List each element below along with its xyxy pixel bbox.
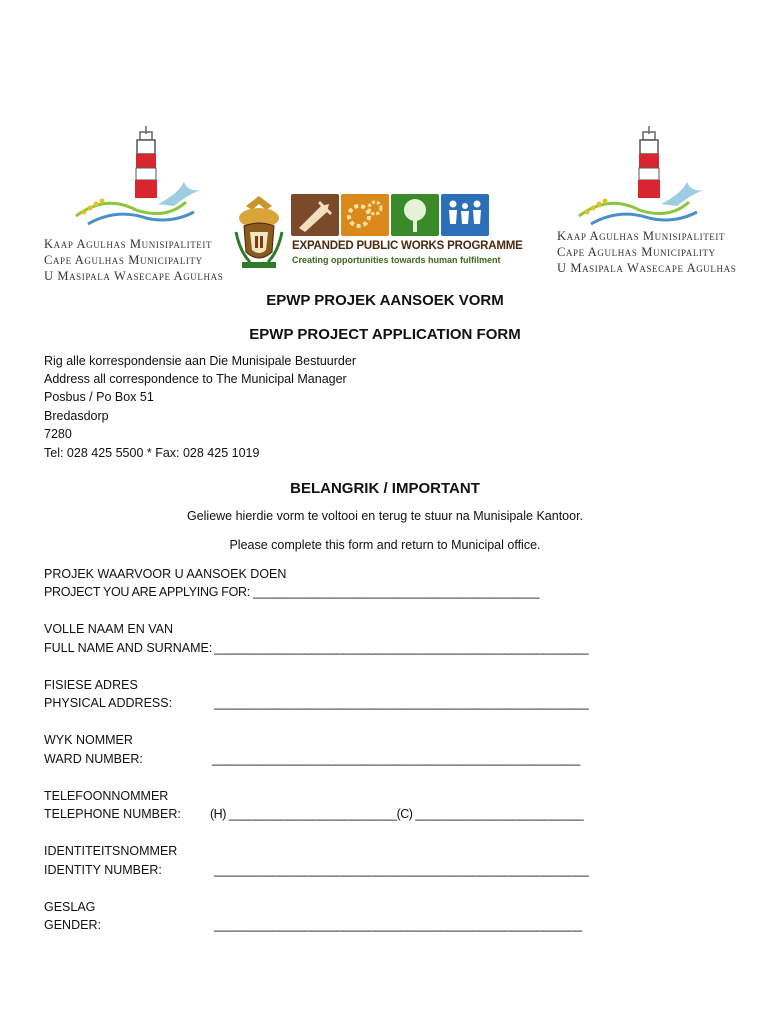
municipality-name-en: Cape Agulhas Municipality (557, 245, 716, 259)
epwp-tagline: Creating opportunities towards human fulfilment (292, 255, 501, 265)
epwp-logo (226, 188, 523, 274)
right-municipality-logo (557, 124, 757, 289)
contact-line: Tel: 028 425 5500 * Fax: 028 425 1019 (44, 446, 260, 460)
ward-label-af: WYK NOMMER (44, 733, 133, 747)
id-label-en: IDENTITY NUMBER: (44, 863, 162, 877)
phone-label-af: TELEFOONNOMMER (44, 789, 169, 803)
municipality-name-af: Kaap Agulhas Munisipaliteit (44, 237, 213, 251)
title-afrikaans: EPWP PROJEK AANSOEK VORM (266, 292, 504, 309)
ward-number-field[interactable]: _________________________________________________________ (212, 752, 580, 766)
coat-of-arms-icon (230, 192, 288, 270)
full-name-field[interactable]: __________________________________________________________ (214, 641, 589, 655)
address-label-en: PHYSICAL ADDRESS: (44, 696, 173, 710)
instruction-english: Please complete this form and return to Municipal office. (229, 538, 541, 552)
title-english: EPWP PROJECT APPLICATION FORM (249, 326, 521, 343)
address-label-af: FISIESE ADRES (44, 678, 138, 692)
ward-label-en: WARD NUMBER: (44, 752, 143, 766)
address-line: Rig alle korrespondensie aan Die Munisipale Bestuurder (44, 354, 356, 368)
name-label-en: FULL NAME AND SURNAME: (44, 641, 213, 655)
environment-tile-icon (391, 194, 439, 236)
instruction-afrikaans: Geliewe hierdie vorm te voltooi en terug te stuur na Munisipale Kantoor. (186, 509, 584, 523)
lighthouse-icon (66, 124, 216, 234)
telephone-field[interactable]: (H) __________________________(C) __________________________ (210, 807, 584, 821)
gender-label-en: GENDER: (44, 918, 101, 932)
municipality-name-xh: U Masipala Wasecape Agulhas (557, 261, 737, 275)
industry-tile-icon (341, 194, 389, 236)
important-heading: BELANGRIK / IMPORTANT (290, 480, 480, 497)
lighthouse-icon (569, 124, 719, 234)
id-label-af: IDENTITEITSNOMMER (44, 844, 178, 858)
left-municipality-logo (44, 124, 244, 289)
project-label-af: PROJEK WAARVOOR U AANSOEK DOEN (44, 567, 287, 581)
epwp-title: EXPANDED PUBLIC WORKS PROGRAMME (292, 240, 523, 252)
address-line: Address all correspondence to The Municipal Manager (44, 372, 347, 386)
address-line: 7280 (44, 427, 72, 441)
gender-label-af: GESLAG (44, 900, 96, 914)
gender-field[interactable]: _________________________________________________________ (214, 918, 582, 932)
address-line: Posbus / Po Box 51 (44, 390, 154, 404)
phone-label-en: TELEPHONE NUMBER: (44, 807, 181, 821)
construction-tile-icon (291, 194, 339, 236)
name-label-af: VOLLE NAAM EN VAN (44, 622, 173, 636)
municipality-name-xh: U Masipala Wasecape Agulhas (44, 269, 224, 283)
project-field[interactable]: PROJECT YOU ARE APPLYING FOR: ___________________________________________ (44, 585, 540, 599)
identity-number-field[interactable]: __________________________________________________________ (214, 863, 589, 877)
social-tile-icon (441, 194, 489, 236)
municipality-name-af: Kaap Agulhas Munisipaliteit (557, 229, 726, 243)
physical-address-field[interactable]: __________________________________________________________ (214, 696, 589, 710)
municipality-name-en: Cape Agulhas Municipality (44, 253, 203, 267)
address-line: Bredasdorp (44, 409, 109, 423)
